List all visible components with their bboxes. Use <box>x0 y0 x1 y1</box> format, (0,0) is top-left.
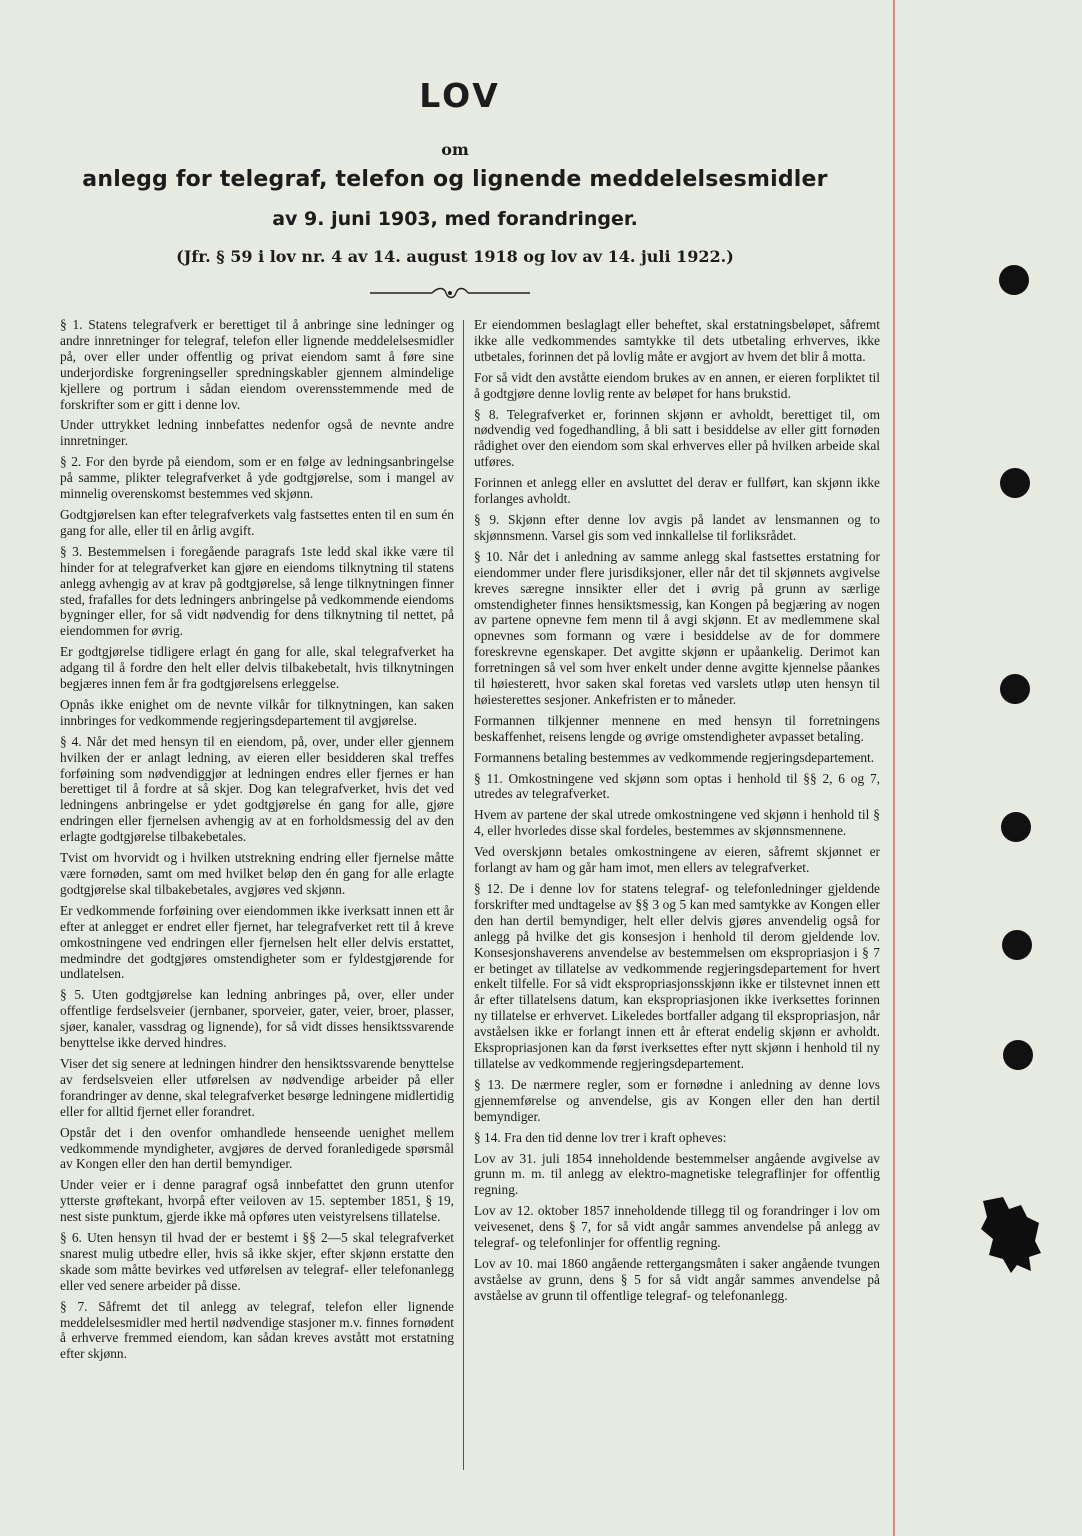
paragraph: Forinnen et anlegg eller en avsluttet del derav er fullført, kan skjønn ikke forlanges avholdt. <box>474 475 880 507</box>
paragraph: Viser det sig senere at ledningen hindrer den hensiktssvarende benyttelse av ferdselsveien eller utførelsen av nødvendige arbeider på eller forandringer av denne, skal telegrafverket besørge ledningene midlertidig eller for alltid fjernet eller forandret. <box>60 1055 454 1119</box>
paragraph: Opstår det i den ovenfor omhandlede henseende uenighet mellem vedkommende myndigheter, avgjøres de derved foranledigede spørsmål av Kongen eller den han dertil bemyndiger. <box>60 1124 454 1172</box>
paragraph: Er godtgjørelse tidligere erlagt én gang for alle, skal telegrafverket ha adgang til å fordre den helt eller delvis tilbakebetalt, hvis tilknytningen begjæres innen fem år fra godtgjørelsens erleggelse. <box>60 644 454 692</box>
subtitle: anlegg for telegraf, telefon og lignende meddelelsesmidler <box>82 167 828 192</box>
margin-line <box>893 0 895 1536</box>
paragraph: Tvist om hvorvidt og i hvilken utstrekning endring eller fjernelse måtte være fornøden, samt om med hvilket beløp den én gang for alle erlagte godtgjørelse skal tilbakebetales, avgjøres ved skjønn. <box>60 850 454 897</box>
title-om: om <box>441 140 469 159</box>
paragraph: § 8. Telegrafverket er, forinnen skjønn er avholdt, berettiget til, om nødvendig ved fogedhandling, å bli satt i besiddelse av eller gitt fornøden rådighet over den eiendom som skal erhverves eller på hvilken arbeide skal utføres. <box>474 406 880 470</box>
paragraph: § 14. Fra den tid denne lov trer i kraft opheves: <box>474 1129 727 1145</box>
paragraph: Godtgjørelsen kan efter telegrafverkets valg fastsettes enten til en sum én gang for alle, eller til en årlig avgift. <box>60 506 454 538</box>
paragraph: § 12. De i denne lov for statens telegraf- og telefonledninger gjeldende forskrifter med undtagelse av §§ 3 og 5 kan med samtykke av Kongen eller den han dertil bemyndiger, helt eller delvis gjøres anvendelig også for anlegg på hvilke det gis konsesjon i henhold til derom gjeldende lov. Konsesjonshaverens anvendelse av bestemmelsen om ekspropriasjon i § 7 er betinget av tillatelse av vedkommende regjeringsdepartement for hvert enkelt tilfelle. For så vidt ekspropriasjonsskjønn ikke er tilstevnet innen ett år efter tillatelsens datum, kan ekspropriasjonen ikke iverksettes forinnen ny tillatelse er erhvervet. Likeledes bortfaller adgang til ekspropriasjon, når avståelsen ikke er forlangt innen ett år efterat endelig skjønn er avholdt. Ekspropriasjonen kan da først iverksettes efter nytt skjønn i henhold til ny tillatelse av vedkommende regjeringsdepartement. <box>474 881 880 1071</box>
paragraph: Hvem av partene der skal utrede omkostningene ved skjønn i henhold til § 4, eller hvorledes disse skal fordeles, bestemmes av skjønnsmennene. <box>474 807 880 839</box>
paragraph: Formannen tilkjenner mennene en med hensyn til forretningens beskaffenhet, reisens lengde og øvrige omstendigheter avpasset betaling. <box>474 712 880 744</box>
paragraph: § 10. Når det i anledning av samme anlegg skal fastsettes erstatning for eiendommer under flere jurisdiksjoner, eller når det til skjønnets avgivelse kreves særegne innsikter eller det i øvrig på grunn av særlige omstendigheter finnes hensiktsmessig, kan Kongen på begjæring av nogen av partene opnevne fem menn til å avgi skjønn. Et av medlemmene skal opnevnes som formann og være i besiddelse av de for dommere foreskrevne egenskaper. Det avgitte skjønn er upåankelig. Derimot kan forretningen så vel som hver enkelt under denne avgitte kjennelse påankes til høiesterett, hvor saken skal foretas ved varslets utløp uten hensyn til høiesterettes sesjoner. Ankefristen er to måneder. <box>474 548 880 707</box>
right-column <box>474 317 880 1309</box>
paragraph: Er vedkommende forføining over eiendommen ikke iverksatt innen ett år efter at anlegget er endret eller fjernet, har telegrafverket rett til å kreve omkostningene ved endringen eller fjernelsen helt eller delvis erstattet, medmindre det godtgjøres omstendigheter som er fyldestgjørende for undlatelsen. <box>60 902 454 982</box>
paragraph: § 4. Når det med hensyn til en eiendom, på, over, under eller gjennem hvilken der er anlagt ledning, av eieren eller besidderen skal treffes forføining som nødvendiggjør at ledningen endres eller fjernes er han berettiget til å fordre at så skjer. Dog kan telegrafverket, hvis det ved ledningens anbringelse er ydet godtgjørelse én gang for alle, gjøre endringen eller fjernelsen avhengig av at en forholdsmessig del av den erlagte godtgjørelse tilbakebetales. <box>60 733 454 845</box>
torn-punch-hole <box>975 1195 1045 1275</box>
paragraph: § 7. Såfremt det til anlegg av telegraf, telefon eller lignende meddelelsesmidler med hertil nødvendige stasjoner m.v. finnes fornødent å erhverve fremmed eiendom, kan sådan kreves avstått mot erstatning efter skjønn. <box>60 1298 454 1362</box>
ornament-divider <box>370 286 530 300</box>
paragraph: Under veier er i denne paragraf også innbefattet den grunn utenfor ytterste grøftekant, hvorpå efter veiloven av 15. september 1851, § 19, nest siste punktum, gjerde ikke må opføres uten veistyrelsens tillatelse. <box>60 1177 454 1225</box>
paragraph: Lov av 10. mai 1860 angående rettergangsmåten i saker angående tvungen avståelse av grunn, dens § 5 for så vidt angår sammes anvendelse på avståelse av grunn til offentlige telegraf- og telefonanlegg. <box>474 1255 880 1303</box>
left-column <box>60 317 454 1367</box>
punch-hole <box>1001 812 1031 842</box>
punch-hole <box>1003 1040 1033 1070</box>
paragraph: § 1. Statens telegrafverk er berettiget til å anbringe sine ledninger og andre innretninger for telegraf, telefon eller lignende meddelelsesmidler på, over eller under offentlig og privat eiendom samt å føre sine underjordiske forgreningseller spredningskabler gjennem almindelige kjellere og portrum i sådan eiendom overensstemmende med de forskrifter som er gitt i denne lov. <box>60 317 454 412</box>
paragraph: Under uttrykket ledning innbefattes nedenfor også de nevnte andre innretninger. <box>60 417 454 449</box>
paragraph: § 6. Uten hensyn til hvad der er bestemt i §§ 2—5 skal telegrafverket snarest mulig utbedre eller, hvis så ikke skjer, efter skjønn erstatte den skade som måtte bevirkes ved utførelsen av telegraf- eller telefonanlegg eller ved senere arbeider på disse. <box>60 1230 454 1293</box>
paragraph: § 5. Uten godtgjørelse kan ledning anbringes på, over, eller under offentlige ferdselsveier (jernbaner, sporveier, gater, veier, broer, plasser, sjøer, kanaler, vassdrag og lignende), for så vidt disses hensiktssvarende benyttelse ikke derved hindres. <box>60 987 454 1051</box>
punch-hole <box>999 265 1029 295</box>
paragraph: Lov av 12. oktober 1857 inneholdende tillegg til og forandringer i lov om veivesenet, dens § 7, for så vidt angår sammes anvendelse på anlegg av telegraf- og telefonlinjer for offentlig regning. <box>474 1203 880 1251</box>
paragraph: Lov av 31. juli 1854 inneholdende bestemmelser angående avgivelse av grunn m. m. til anlegg av elektro-magnetiske telegraflinjer for offentlig regning. <box>474 1150 880 1198</box>
punch-hole <box>1000 468 1030 498</box>
paragraph: For så vidt den avståtte eiendom brukes av en annen, er eieren forpliktet til å godtgjøre denne lovlig rente av beløpet for hans brukstid. <box>474 369 880 401</box>
reference-note: (Jfr. § 59 i lov nr. 4 av 14. august 1918 og lov av 14. juli 1922.) <box>176 247 734 266</box>
paragraph: Formannens betaling bestemmes av vedkommende regjeringsdepartement. <box>474 749 875 765</box>
paragraph: § 11. Omkostningene ved skjønn som optas i henhold til §§ 2, 6 og 7, utredes av telegrafverket. <box>474 770 880 802</box>
paragraph: § 13. De nærmere regler, som er fornødne i anledning av denne lovs gjennemførelse og anvendelse, gis av Kongen eller den han dertil bemyndiger. <box>474 1076 880 1124</box>
punch-hole <box>1000 674 1030 704</box>
paragraph: § 2. For den byrde på eiendom, som er en følge av ledningsanbringelse på samme, plikter telegrafverket å yde godtgjørelse, som i mangel av minnelig overenskomst bestemmes ved skjønn. <box>60 454 454 502</box>
punch-hole <box>1002 930 1032 960</box>
paragraph: Er eiendommen beslaglagt eller beheftet, skal erstatningsbeløpet, såfremt ikke alle vedkommendes samtykke til dets utbetaling erhverves, ikke utbetales, forinnen det på lovlig måte er avgjort av hvem det blir å motta. <box>474 317 880 364</box>
paragraph: § 9. Skjønn efter denne lov avgis på landet av lensmannen og to skjønnsmenn. Varsel gis som ved innkallelse til forliksrådet. <box>474 511 880 543</box>
subtitle-date: av 9. juni 1903, med forandringer. <box>272 208 638 230</box>
page-title: LOV <box>419 76 501 115</box>
paragraph: Ved overskjønn betales omkostningene av eieren, såfremt skjønnet er forlangt av ham og går ham imot, men ellers av telegrafverket. <box>474 844 880 876</box>
paragraph: Opnås ikke enighet om de nevnte vilkår for tilknytningen, kan saken innbringes for vedkommende regjeringsdepartement til avgjørelse. <box>60 696 454 728</box>
column-divider <box>463 320 464 1470</box>
paragraph: § 3. Bestemmelsen i foregående paragrafs 1ste ledd skal ikke være til hinder for at telegrafverket kan gjøre en eiendoms tilknytning til statens anlegg avhengig av at krav på godtgjørelse, så lenge tilknytningen finner sted, frafalles for dets ledningers anbringelse på vedkommende eiendoms bygninger eller, for så vidt nødvendig for dens tilknytning til nettet, på eiendommen for øvrig. <box>60 543 454 639</box>
